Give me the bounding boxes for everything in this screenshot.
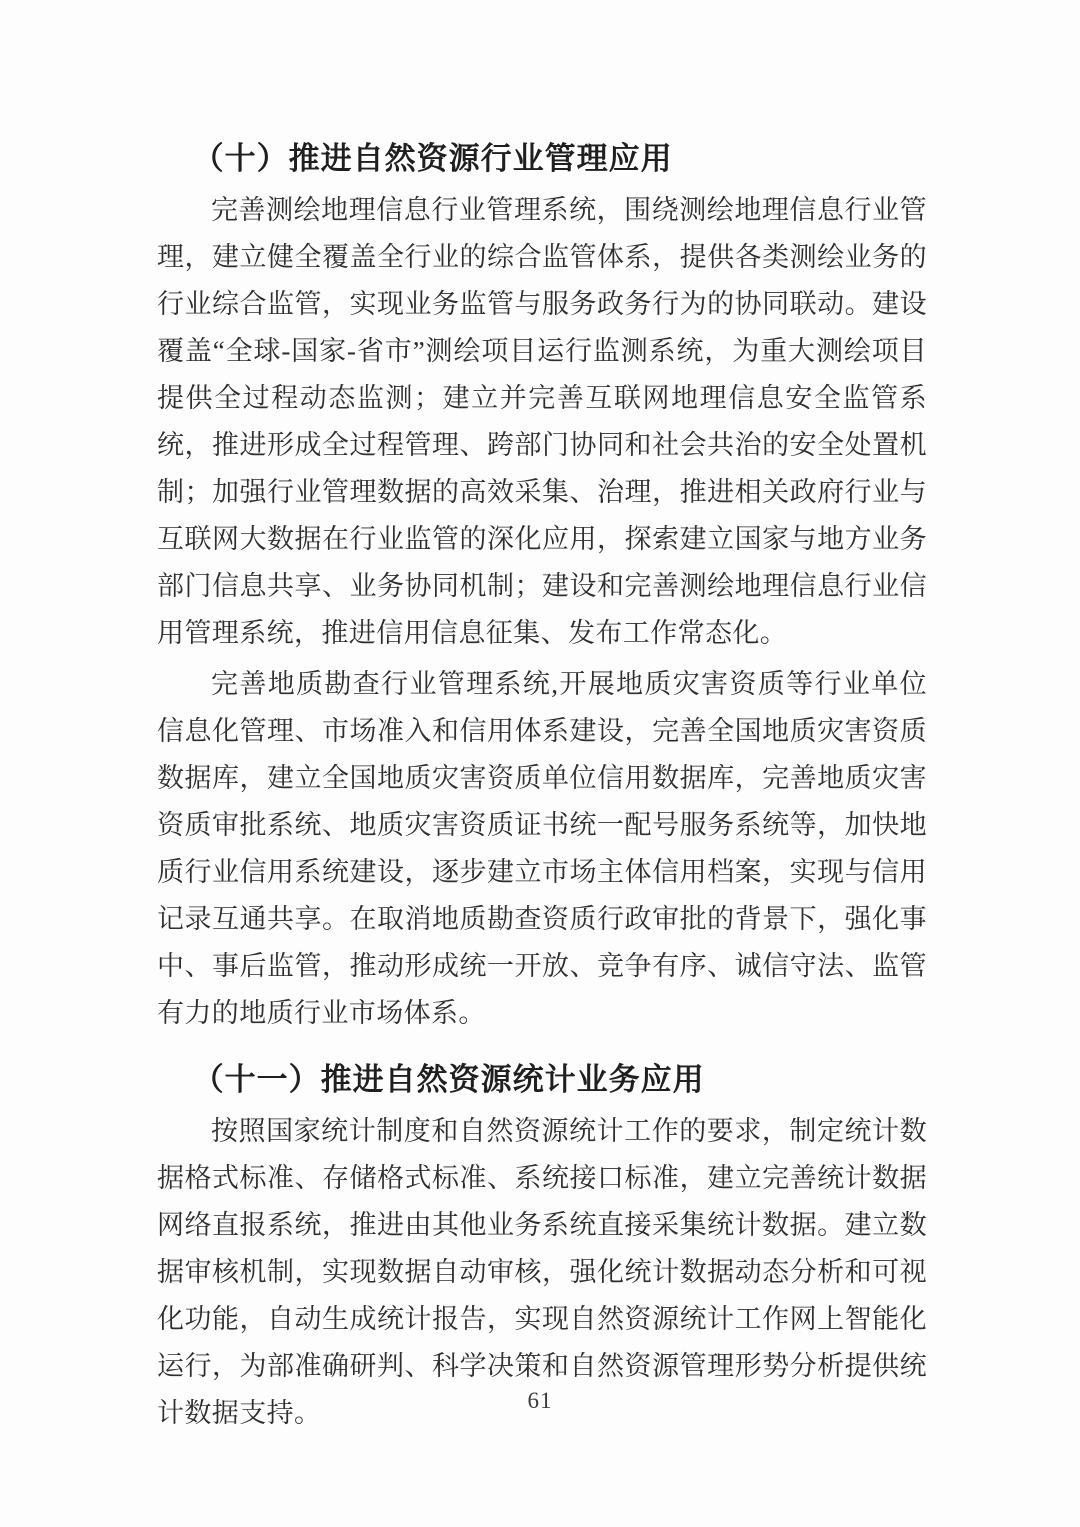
page-number: 61 bbox=[527, 1388, 553, 1413]
section-heading-10: （十）推进自然资源行业管理应用 bbox=[192, 141, 673, 176]
section-10-paragraph-2: 完善地质勘查行业管理系统,开展地质灾害资质等行业单位信息化管理、市场准入和信用体系建设，完善全国地质灾害资质数据库，建立全国地质灾害资质单位信用数据库，完善地质灾害资质审批系统、地质灾害资质证书统一配号服务系统等，加快地质行业信用系统建设，逐步建立市场主体信用档案，实现与信用记录互通共享。在取消地质勘查资质行政审批的背景下，强化事中、事后监管，推动形成统一开放、竞争有序、诚信守法、监管有力的地质行业市场体系。 bbox=[157, 669, 927, 1028]
section-10-paragraph-1: 完善测绘地理信息行业管理系统，围绕测绘地理信息行业管理，建立健全覆盖全行业的综合监管体系，提供各类测绘业务的行业综合监管，实现业务监管与服务政务行为的协同联动。建设覆盖“全球-国家-省市”测绘项目运行监测系统，为重大测绘项目提供全过程动态监测；建立并完善互联网地理信息安全监管系统，推进形成全过程管理、跨部门协同和社会共治的安全处置机制；加强行业管理数据的高效采集、治理，推进相关政府行业与互联网大数据在行业监管的深化应用，探索建立国家与地方业务部门信息共享、业务协同机制；建设和完善测绘地理信息行业信用管理系统，推进信用信息征集、发布工作常态化。 bbox=[157, 195, 927, 648]
section-heading-11: （十一）推进自然资源统计业务应用 bbox=[192, 1062, 705, 1097]
page-content bbox=[157, 134, 927, 1437]
section-11-paragraph-1: 按照国家统计制度和自然资源统计工作的要求，制定统计数据格式标准、存储格式标准、系统接口标准，建立完善统计数据网络直报系统，推进由其他业务系统直接采集统计数据。建立数据审核机制，实现数据自动审核，强化统计数据动态分析和可视化功能，自动生成统计报告，实现自然资源统计工作网上智能化运行，为部准确研判、科学决策和自然资源管理形势分析提供统计数据支持。 bbox=[157, 1116, 927, 1428]
